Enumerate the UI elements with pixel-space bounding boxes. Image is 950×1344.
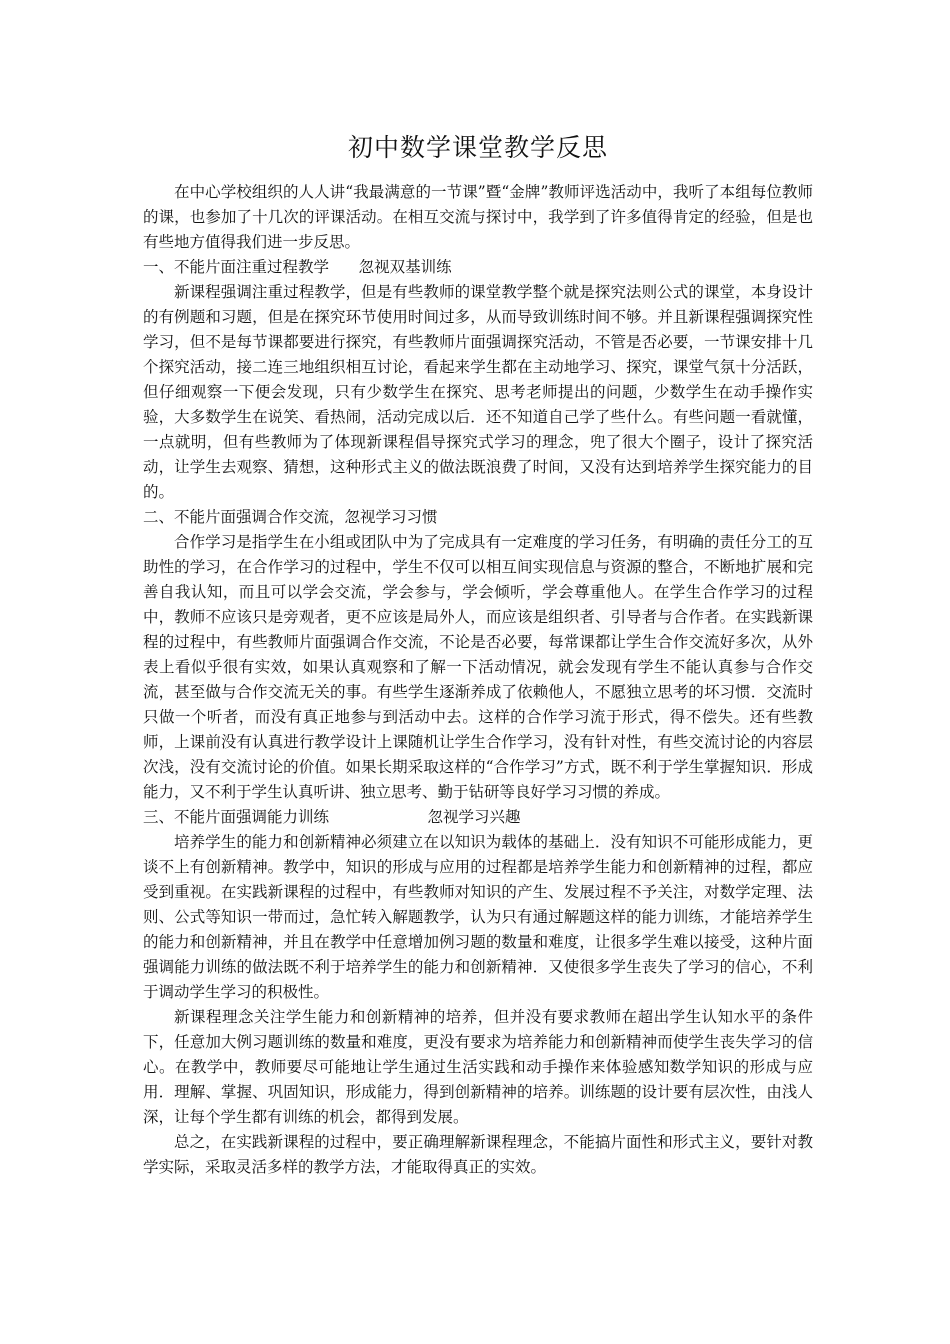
conclusion-paragraph: 总之，在实践新课程的过程中，要正确理解新课程理念，不能搞片面性和形式主义，要针对教学实际，采取灵活多样的教学方法，才能取得真正的实效。 [143,1133,813,1176]
section-1-paragraph-1: 新课程强调注重过程教学，但是有些教师的课堂教学整个就是探究法则公式的课堂，本身设计的有例题和习题，但是在探究环节使用时间过多，从而导致训练时间不够。并且新课程强调探究性学习，但不是每节课都要进行探究，有些教师片面强调探究活动，不管是否必要，一节课安排十几个探究活动，接二连三地组织相互讨论，看起来学生都在主动地学习、探究，课堂气氛十分活跃，但仔细观察一下便会发现，只有少数学生在探究、思考老师提出的问题，少数学生在动手操作实验，大多数学生在说笑、看热闹，活动完成以后．还不知道自己学了些什么。有些问题一看就懂，一点就明，但有些教师为了体现新课程倡导探究式学习的理念，兜了很大个圈子，设计了探究活动，让学生去观察、猜想，这种形式主义的做法既浪费了时间，又没有达到培养学生探究能力的目的。 [143,283,813,501]
document-page [143,126,813,1180]
section-2-paragraph-1: 合作学习是指学生在小组或团队中为了完成具有一定难度的学习任务，有明确的责任分工的互助性的学习，在合作学习的过程中，学生不仅可以相互间实现信息与资源的整合，不断地扩展和完善自我认知，而且可以学会交流，学会参与，学会倾听，学会尊重他人。在学生合作学习的过程中，教师不应该只是旁观者，更不应该是局外人，而应该是组织者、引导者与合作者。在实践新课程的过程中，有些教师片面强调合作交流，不论是否必要，每常课都让学生合作交流好多次，从外表上看似乎很有实效，如果认真观察和了解一下活动情况，就会发现有学生不能认真参与合作交流，甚至做与合作交流无关的事。有些学生逐渐养成了依赖他人，不愿独立思考的坏习惯．交流时只做一个听者，而没有真正地参与到活动中去。这样的合作学习流于形式，得不偿失。还有些教师，上课前没有认真进行教学设计上课随机让学生合作学习，没有针对性，有些交流讨论的内容层次浅，没有交流讨论的价值。如果长期采取这样的“合作学习”方式，既不利于学生掌握知识．形成能力，又不利于学生认真听讲、独立思考、勤于钻研等良好学习习惯的养成。 [143,533,813,801]
section-3-heading: 三、不能片面强调能力训练 忽视学习兴趣 [143,808,521,826]
section-2-heading: 二、不能片面强调合作交流，忽视学习习惯 [143,508,438,526]
section-3-paragraph-1: 培养学生的能力和创新精神必须建立在以知识为载体的基础上．没有知识不可能形成能力，更谈不上有创新精神。教学中，知识的形成与应用的过程都是培养学生能力和创新精神的过程，都应受到重视。在实践新课程的过程中，有些教师对知识的产生、发展过程不予关注，对数学定理、法则、公式等知识一带而过，急忙转入解题教学，认为只有通过解题这样的能力训练，才能培养学生的能力和创新精神，并且在教学中任意增加例习题的数量和难度，让很多学生难以接受，这种片面强调能力训练的做法既不利于培养学生的能力和创新精神．又使很多学生丧失了学习的信心，不利于调动学生学习的积极性。 [143,833,813,1001]
document-title: 初中数学课堂教学反思 [347,133,608,162]
section-3-paragraph-2: 新课程理念关注学生能力和创新精神的培养，但并没有要求教师在超出学生认知水平的条件下，任意加大例习题训练的数量和难度，更没有要求为培养能力和创新精神而使学生丧失学习的信心。在教学中，教师要尽可能地让学生通过生活实践和动手操作来体验感知数学知识的形成与应用．理解、掌握、巩固知识，形成能力，得到创新精神的培养。训练题的设计要有层次性，由浅人深，让每个学生都有训练的机会，都得到发展。 [143,1008,813,1126]
section-1-heading: 一、不能片面注重过程教学 忽视双基训练 [143,258,452,276]
intro-paragraph: 在中心学校组织的人人讲“我最满意的一节课”暨“金牌”教师评选活动中，我听了本组每位教师的课，也参加了十几次的评课活动。在相互交流与探讨中，我学到了许多值得肯定的经验，但是也有些地方值得我们进一步反思。 [143,183,813,251]
